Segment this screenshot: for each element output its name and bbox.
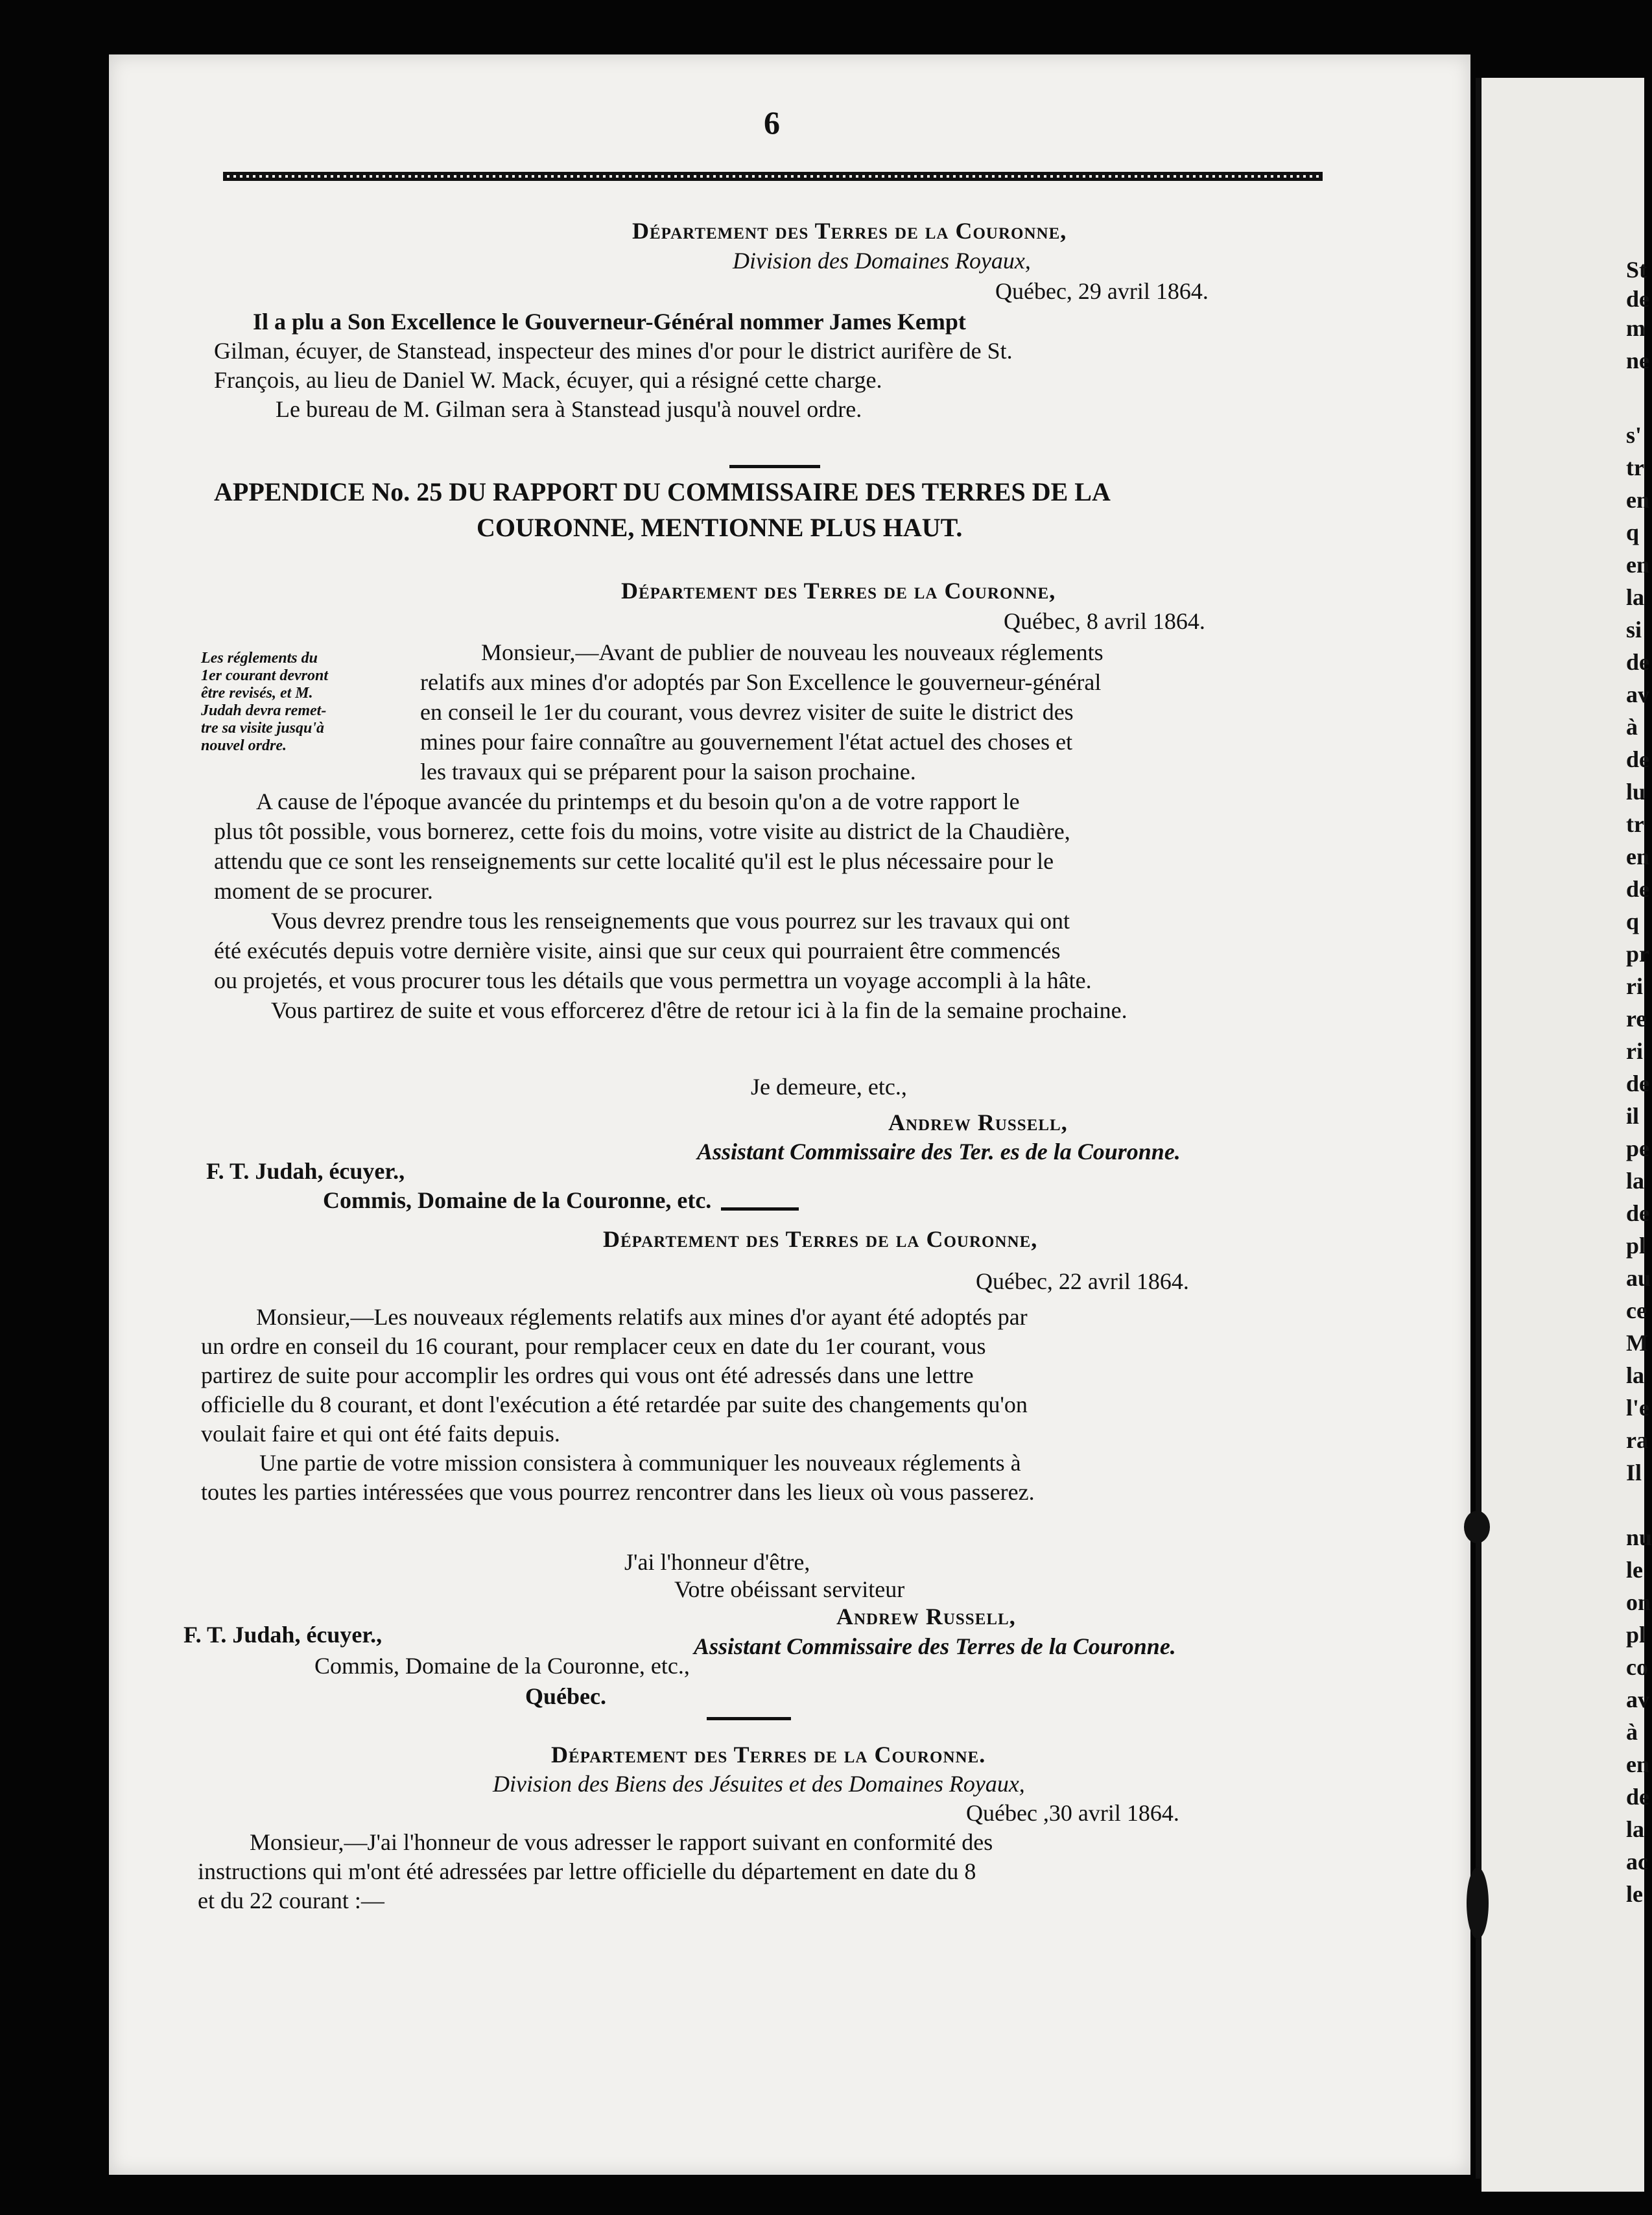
adjacent-page-fragment: pl — [1626, 1233, 1646, 1259]
adjacent-page-fragment: ce — [1626, 1297, 1647, 1323]
adjacent-page-fragment: de — [1626, 286, 1649, 312]
adjacent-page-fragment: le — [1626, 1557, 1643, 1583]
adjacent-page-fragment: en — [1626, 844, 1649, 870]
text-line: toutes les parties intéressées que vous pourrez rencontrer dans les lieux où vous passerez. — [201, 1479, 1035, 1505]
adjacent-page-fragment: nu — [1626, 1524, 1652, 1550]
adjacent-page-fragment: Il — [1626, 1460, 1642, 1486]
adjacent-page-fragment: au — [1626, 1265, 1651, 1291]
letter3-heading: Département des Terres de la Couronne. — [551, 1742, 986, 1768]
text-line: Monsieur,—Avant de publier de nouveau les nouveaux réglements — [481, 639, 1103, 665]
adjacent-page-fragment: lu — [1626, 779, 1646, 805]
text-line: Monsieur,—Les nouveaux réglements relatifs aux mines d'or ayant été adoptés par — [256, 1304, 1028, 1330]
notice1-date: Québec, 29 avril 1864. — [995, 278, 1209, 304]
adjacent-page-fragment: ri — [1626, 973, 1643, 999]
text-line: un ordre en conseil du 16 courant, pour remplacer ceux en date du 1er courant, vous — [201, 1333, 986, 1359]
letter2-closing2: Votre obéissant serviteur — [674, 1576, 905, 1602]
adjacent-page-fragment: en — [1626, 552, 1649, 578]
letter1-closing: Je demeure, etc., — [751, 1074, 907, 1100]
separator-rule — [729, 465, 820, 468]
letter1-signer: Andrew Russell, — [888, 1109, 1068, 1135]
letter2-heading: Département des Terres de la Couronne, — [603, 1226, 1038, 1252]
text-line: François, au lieu de Daniel W. Mack, écuyer, qui a résigné cette charge. — [214, 367, 882, 393]
text-line: officielle du 8 courant, et dont l'exécution a été retardée par suite des changements qu'on — [201, 1392, 1028, 1417]
separator-rule — [721, 1207, 799, 1211]
adjacent-page-fragment: la — [1626, 1816, 1645, 1842]
letter3-date: Québec ,30 avril 1864. — [966, 1800, 1179, 1826]
adjacent-page-fragment: q — [1626, 519, 1640, 545]
adjacent-page-fragment: à — [1626, 1719, 1638, 1745]
adjacent-page-fragment: en — [1626, 1751, 1649, 1777]
letter1-addressee-title: Commis, Domaine de la Couronne, etc. — [323, 1187, 712, 1213]
separator-rule — [707, 1717, 791, 1720]
text-line: Il a plu a Son Excellence le Gouverneur-Général nommer James Kempt — [253, 309, 966, 335]
letter2-signer: Andrew Russell, — [836, 1604, 1016, 1629]
margin-note-line: être revisés, et M. — [201, 685, 313, 702]
adjacent-page-fragment: pr — [1626, 941, 1649, 967]
adjacent-page-fragment: ri — [1626, 1038, 1643, 1064]
adjacent-page-fragment: de — [1626, 1784, 1649, 1810]
text-line: attendu que ce sont les renseignements sur cette localité qu'il est le plus nécessaire pour le — [214, 848, 1054, 874]
letter1-heading: Département des Terres de la Couronne, — [621, 578, 1056, 604]
letter2-addressee-title: Commis, Domaine de la Couronne, etc., — [314, 1653, 690, 1679]
text-line: mines pour faire connaître au gouvernement l'état actuel des choses et — [420, 729, 1073, 755]
adjacent-page-fragment: co — [1626, 1654, 1648, 1680]
text-line: A cause de l'époque avancée du printemps et du besoin qu'on a de votre rapport le — [256, 788, 1020, 814]
letter1-signer-title: Assistant Commissaire des Ter. es de la Couronne. — [697, 1139, 1181, 1165]
appendix-title-line1: APPENDICE No. 25 DU RAPPORT DU COMMISSAIRE DES TERRES DE LA — [214, 477, 1111, 506]
text-line: ou projetés, et vous procurer tous les détails que vous permettra un voyage accompli à la hâte. — [214, 967, 1092, 993]
adjacent-page-fragment: tr — [1626, 811, 1644, 837]
letter1-date: Québec, 8 avril 1864. — [1004, 608, 1205, 634]
letter2-signer-title: Assistant Commissaire des Terres de la Couronne. — [694, 1633, 1176, 1659]
text-line: plus tôt possible, vous bornerez, cette fois du moins, votre visite au district de la Chaudière, — [214, 818, 1070, 844]
letter1-addressee: F. T. Judah, écuyer., — [206, 1158, 405, 1184]
adjacent-page-fragment: s' — [1626, 422, 1642, 448]
text-line: moment de se procurer. — [214, 878, 433, 904]
adjacent-page-fragment: re — [1626, 1006, 1647, 1032]
adjacent-page-fragment: de — [1626, 649, 1649, 675]
binding-ornament — [1464, 1511, 1490, 1543]
text-line: relatifs aux mines d'or adoptés par Son Excellence le gouverneur-général — [420, 669, 1102, 695]
adjacent-page-fragment: pl — [1626, 1622, 1646, 1648]
text-line: Gilman, écuyer, de Stanstead, inspecteur des mines d'or pour le district aurifère de St. — [214, 338, 1013, 364]
text-line: Vous devrez prendre tous les renseignements que vous pourrez sur les travaux qui ont — [271, 908, 1070, 934]
adjacent-page-fragment: M — [1626, 1330, 1648, 1356]
letter2-closing1: J'ai l'honneur d'être, — [624, 1549, 810, 1575]
adjacent-page-fragment: pe — [1626, 1135, 1649, 1161]
adjacent-page-fragment: ne — [1626, 348, 1649, 373]
adjacent-page-fragment: m — [1626, 315, 1646, 341]
text-line: été exécutés depuis votre dernière visite, ainsi que sur ceux qui pourraient être commencés — [214, 938, 1061, 964]
adjacent-page-fragment: si — [1626, 617, 1642, 643]
adjacent-page-fragment: l'e — [1626, 1395, 1649, 1421]
text-line: en conseil le 1er du courant, vous devrez visiter de suite le district des — [420, 699, 1074, 725]
adjacent-page-fragment: la — [1626, 584, 1645, 610]
text-line: Le bureau de M. Gilman sera à Stanstead jusqu'à nouvel ordre. — [276, 396, 862, 422]
adjacent-page-fragment: la — [1626, 1168, 1645, 1194]
text-line: instructions qui m'ont été adressées par lettre officielle du département en date du 8 — [198, 1858, 976, 1884]
adjacent-page-fragment: à — [1626, 714, 1638, 740]
adjacent-page-fragment: on — [1626, 1589, 1651, 1615]
page-number: 6 — [764, 104, 780, 141]
margin-note-line: 1er courant devront — [201, 667, 329, 684]
adjacent-page-fragment: St — [1626, 257, 1647, 283]
text-line: les travaux qui se préparent pour la saison prochaine. — [420, 759, 916, 785]
adjacent-page-fragment: av — [1626, 681, 1649, 707]
letter2-addressee: F. T. Judah, écuyer., — [183, 1622, 383, 1648]
letter2-addressee-place: Québec. — [525, 1683, 606, 1709]
text-line: Vous partirez de suite et vous efforcerez d'être de retour ici à la fin de la semaine prochaine. — [271, 997, 1127, 1023]
adjacent-page-fragment: la — [1626, 1362, 1645, 1388]
adjacent-page-fragment: de — [1626, 746, 1649, 772]
adjacent-page-fragment: q — [1626, 908, 1640, 934]
adjacent-page-edge — [1481, 78, 1647, 2192]
adjacent-page-fragment: en — [1626, 487, 1649, 513]
adjacent-page-fragment: le — [1626, 1881, 1643, 1907]
adjacent-page-fragment: de — [1626, 876, 1649, 902]
margin-note-line: nouvel ordre. — [201, 737, 287, 754]
adjacent-page-fragment: de — [1626, 1200, 1649, 1226]
text-line: Monsieur,—J'ai l'honneur de vous adresser le rapport suivant en conformité des — [250, 1829, 993, 1855]
adjacent-page-fragment: il — [1626, 1103, 1640, 1129]
adjacent-page-fragment: de — [1626, 1071, 1649, 1096]
header-rule — [223, 172, 1323, 181]
margin-note-line: Judah devra remet- — [201, 702, 327, 719]
margin-note-line: tre sa visite jusqu'à — [201, 720, 325, 737]
margin-note-line: Les réglements du — [201, 650, 318, 667]
page-gutter — [1476, 78, 1481, 2179]
text-line: et du 22 courant :— — [198, 1888, 384, 1913]
text-line: partirez de suite pour accomplir les ordres qui vous ont été adressés dans une lettre — [201, 1362, 974, 1388]
adjacent-page-fragment: ra — [1626, 1427, 1648, 1453]
adjacent-page-fragment: ac — [1626, 1849, 1648, 1875]
adjacent-page-fragment: tr — [1626, 455, 1644, 480]
notice1-heading: Département des Terres de la Couronne, — [632, 218, 1067, 244]
text-line: voulait faire et qui ont été faits depuis. — [201, 1421, 560, 1447]
text-line: Une partie de votre mission consistera à communiquer les nouveaux réglements à — [259, 1450, 1021, 1476]
appendix-title-line2: COURONNE, MENTIONNE PLUS HAUT. — [477, 513, 963, 542]
letter2-date: Québec, 22 avril 1864. — [976, 1268, 1189, 1294]
adjacent-page-fragment: av — [1626, 1687, 1649, 1712]
notice1-division: Division des Domaines Royaux, — [733, 248, 1031, 274]
binding-ornament — [1467, 1867, 1489, 1939]
letter3-division: Division des Biens des Jésuites et des Domaines Royaux, — [493, 1771, 1025, 1797]
